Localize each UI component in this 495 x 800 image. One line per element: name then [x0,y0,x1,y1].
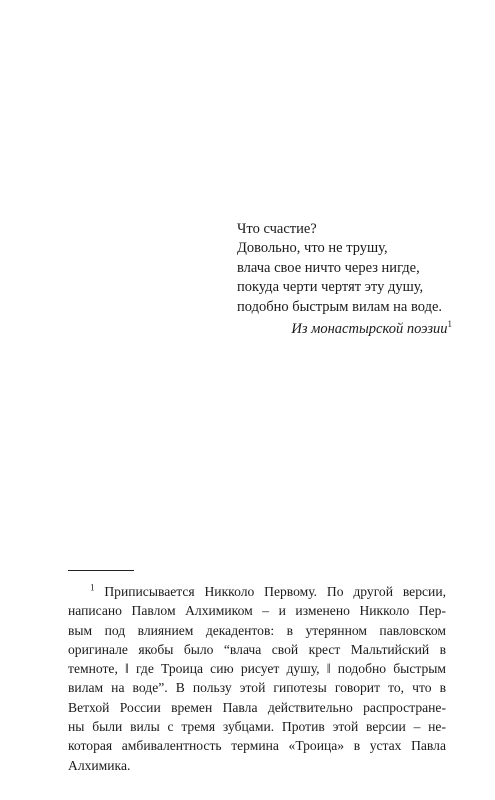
footnote-marker: 1 [90,582,95,593]
footnote-line [68,582,446,601]
footnote-text: Приписывается Никколо Первому. По другой версии, [104,584,446,599]
footnote [68,582,446,775]
footnote-line: вым под влиянием декадентов: в утерянном павловском [68,622,446,638]
footnote-line: темноте, ‖ где Троица сию рисует душу, ‖ подобно быстрым [68,661,446,677]
footnote-line: оригинале якобы было “влача свой крест Мальтийский в [68,641,446,657]
footnote-line: Алхимика. [68,757,131,773]
footnote-line: которая амбивалентность термина «Троица» в устах Павла [68,738,446,754]
footnote-reference[interactable]: 1 [447,319,452,330]
footnote-line: Ветхой России времен Павла действительно распростране- [68,699,446,715]
footnote-divider [68,570,134,571]
epigraph-source: Из монастырской поэзии [291,321,448,338]
epigraph-attribution [237,320,452,339]
epigraph-line: влача свое ничто через нигде, [237,259,420,276]
epigraph [237,220,452,339]
epigraph-line: покуда черти чертят эту душу, [237,279,424,296]
epigraph-line: подобно быстрым вилам на воде. [237,298,443,315]
footnote-line: вилам на воде”. В пользу этой гипотезы говорит то, что в [68,680,446,696]
footnote-line: написано Павлом Алхимиком – и изменено Никколо Пер- [68,603,446,619]
footnote-line: ны были вилы с тремя зубцами. Против этой версии – не- [68,719,446,735]
epigraph-line: Довольно, что не трушу, [237,240,388,257]
epigraph-line: Что счастие? [237,221,317,237]
